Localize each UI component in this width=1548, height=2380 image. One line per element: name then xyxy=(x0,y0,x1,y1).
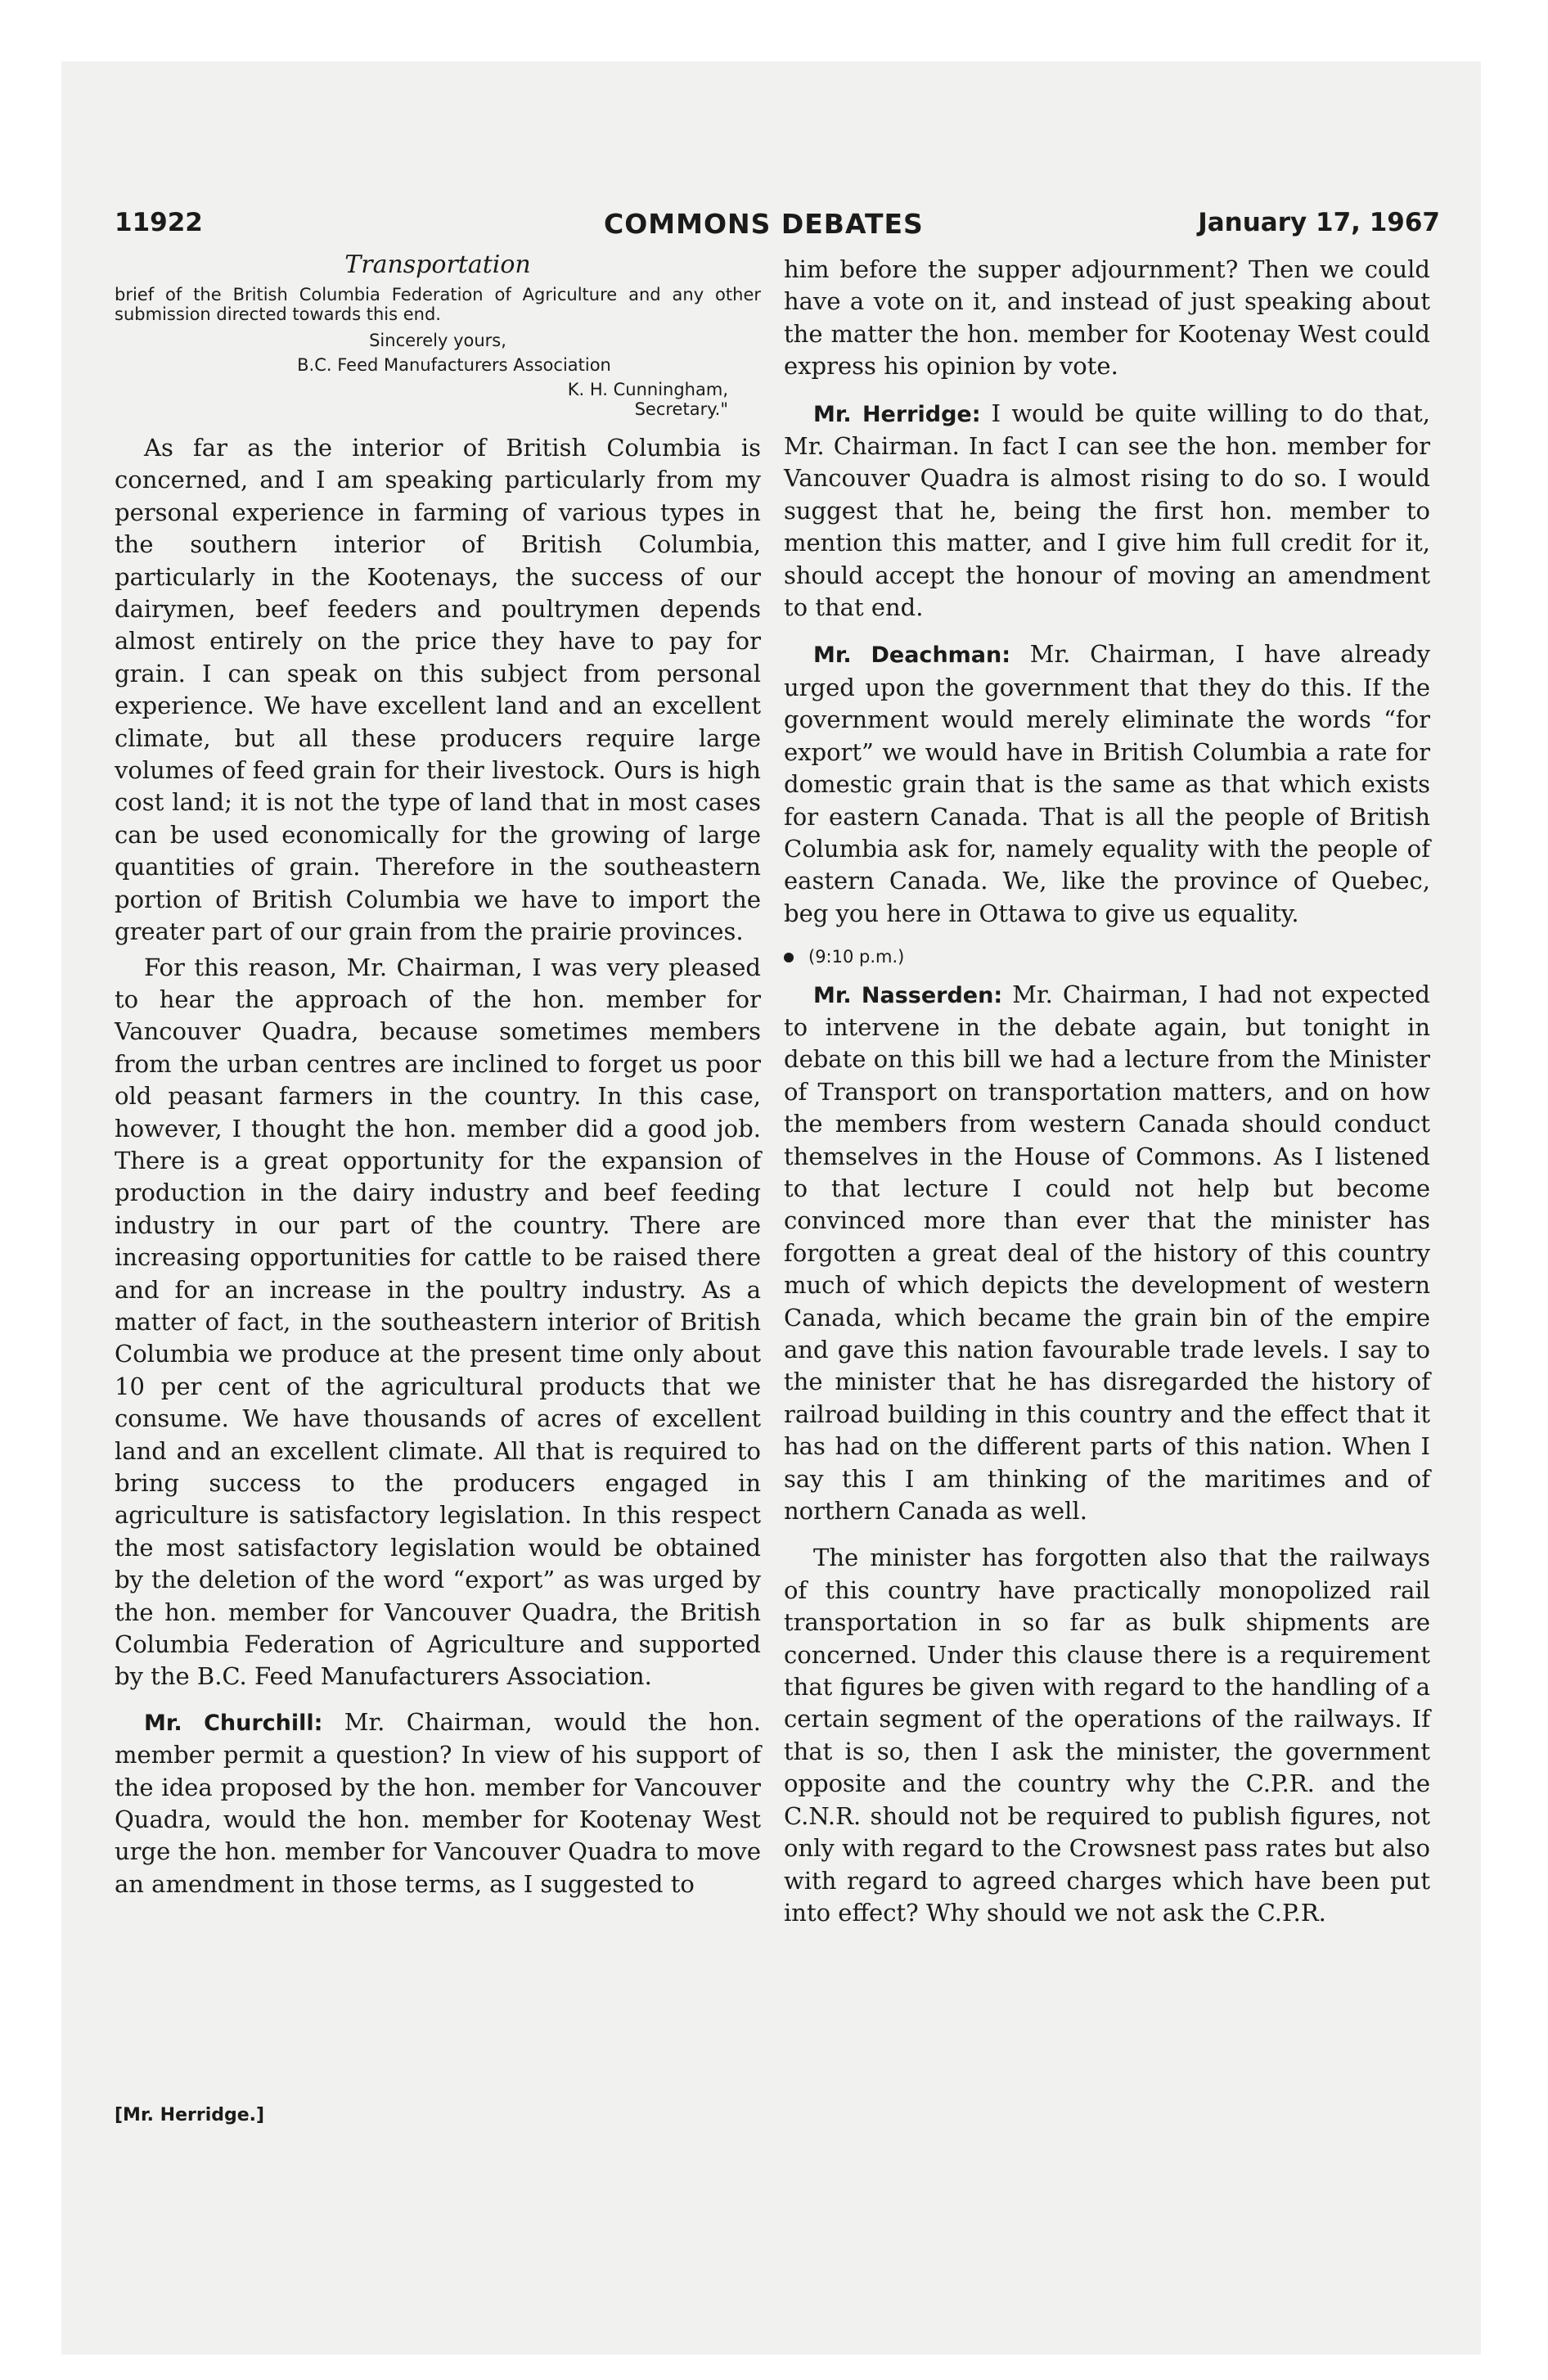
paragraph xyxy=(784,398,1430,624)
letter-organization: B.C. Feed Manufacturers Association xyxy=(297,355,611,375)
speaker-name: Mr. Nasserden: xyxy=(813,982,1003,1008)
paragraph: For this reason, Mr. Chairman, I was very pleased to hear the approach of the hon. member for Vancouver Quadra, because sometimes members from the urban centres are inclined to forget us poor old peasant farmers in the country. In this case, however, I thought the hon. member did a good job. There is a great opportunity for the expansion of production in the dairy industry and beef feeding industry in our part of the country. There are increasing opportunities for cattle to be raised there and for an increase in the poultry industry. As a matter of fact, in the southeastern interior of British Columbia we produce at the present time only about 10 per cent of the agricultural products that we consume. We have thousands of acres of excellent land and an excellent climate. All that is required to bring success to the producers engaged in agriculture is satisfactory legislation. In this respect the most satisfactory legislation would be obtained by the deletion of the word “export” as was urged by the hon. member for Vancouver Quadra, the British Columbia Federation of Agriculture and supported by the B.C. Feed Manufacturers Association. xyxy=(115,953,761,1691)
speaker-name: Mr. Deachman: xyxy=(813,642,1011,669)
page-header xyxy=(115,208,1440,249)
speech-text: Mr. Chairman, would the hon. member permit a question? In view of his support of the idea proposed by the hon. member for Vancouver Quadra, would the hon. member for Kootenay West urge the hon. member for Vancouver Quadra to move an amendment in those terms, as I suggested to xyxy=(115,1707,761,1898)
paragraph xyxy=(784,638,1430,930)
page-number: 11922 xyxy=(115,208,203,237)
letter-signer: K. H. Cunningham, xyxy=(567,380,728,399)
paragraph xyxy=(784,979,1430,1528)
speaker-name: Mr. Churchill: xyxy=(144,1710,323,1736)
speaker-name: Mr. Herridge: xyxy=(813,401,981,427)
speech-text: I would be quite willing to do that, Mr. Chairman. In fact I can see the hon. member for Vancouver Quadra is almost rising to do so. I would suggest that he, being the first hon. member to mention this matter, and I give him full credit for it, should accept the honour of moving an amendment to that end. xyxy=(784,399,1430,622)
paragraph: him before the supper adjournment? Then we could have a vote on it, and instead of just speaking about the matter the hon. member for Kootenay West could express his opinion by vote. xyxy=(784,255,1430,381)
footer-speaker: [Mr. Herridge.] xyxy=(115,2105,265,2125)
paragraph xyxy=(115,1706,761,1900)
page-date: January 17, 1967 xyxy=(1198,208,1440,237)
letter-signer-title: Secretary." xyxy=(634,399,728,419)
letter-closing: Sincerely yours, xyxy=(369,331,506,350)
bullet-icon xyxy=(784,953,794,962)
left-column xyxy=(115,250,761,1900)
paragraph: The minister has forgotten also that the railways of this country have practically monopolized rail transportation in so far as bulk shipments are concerned. Under this clause there is a requirement that figures be given with regard to the handling of a certain segment of the operations of the railways. If that is so, then I ask the minister, the government opposite and the country why the C.P.R. and the C.N.R. should not be required to publish figures, not only with regard to the Crowsnest pass rates but also with regard to agreed charges which have been put into effect? Why should we not ask the C.P.R. xyxy=(784,1544,1430,1927)
timestamp xyxy=(784,941,1430,973)
speech-text: Mr. Chairman, I had not expected to intervene in the debate again, but tonight in debate on this bill we had a lecture from the Minister of Transport on transportation matters, and on how the members from western Canada should conduct themselves in the House of Commons. As I listened to that lecture I could not help but become convinced more than ever that the minister has forgotten a great deal of the history of this country much of which depicts the development of western Canada, which became the grain bin of the empire and gave this nation favourable trade levels. I say to the minister that he has disregarded the history of railroad building in this country and the effect that it has had on the different parts of this nation. When I say this I am thinking of the maritimes and of northern Canada as well. xyxy=(784,980,1430,1526)
timestamp-text: (9:10 p.m.) xyxy=(808,947,905,967)
letter-brief: brief of the British Columbia Federation of Agriculture and any other submission directed towards this end. xyxy=(115,285,761,324)
running-title: COMMONS DEBATES xyxy=(604,208,924,240)
section-title: Transportation xyxy=(344,250,531,279)
speech-text: Mr. Chairman, I have already urged upon the government that they do this. If the government would merely eliminate the words “for export” we would have in British Columbia a rate for domestic grain that is the same as that which exists for eastern Canada. That is all the people of British Columbia ask for, namely equality with the people of eastern Canada. We, like the province of Quebec, beg you here in Ottawa to give us equality. xyxy=(784,640,1430,927)
right-column xyxy=(784,254,1430,1929)
paragraph: As far as the interior of British Columbia is concerned, and I am speaking particularly from my personal experience in farming of various types in the southern interior of British Columbia, particularly in the Kootenays, the success of our dairymen, beef feeders and poultrymen depends almost entirely on the price they have to pay for grain. I can speak on this subject from personal experience. We have excellent land and an excellent climate, but all these producers require large volumes of feed grain for their livestock. Ours is high cost land; it is not the type of land that in most cases can be used economically for the growing of large quantities of grain. Therefore in the southeastern portion of British Columbia we have to import the greater part of our grain from the prairie provinces. xyxy=(115,434,761,946)
